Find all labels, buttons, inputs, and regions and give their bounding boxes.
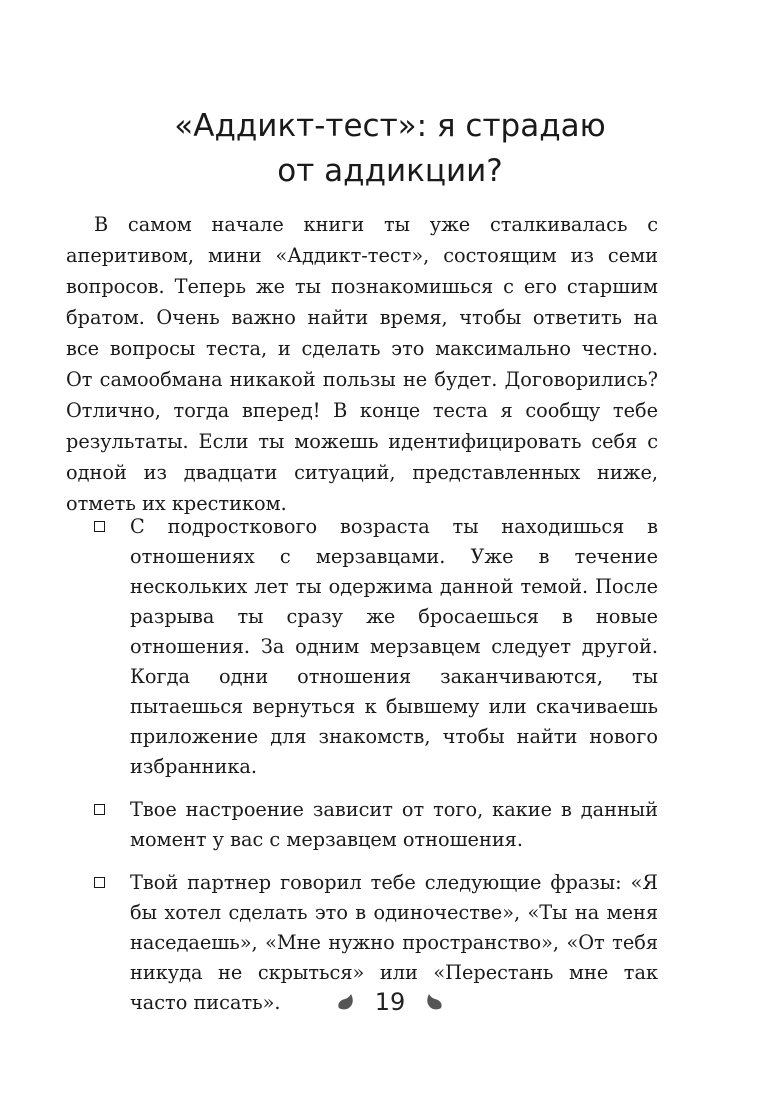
title-line-1: «Аддикт-тест»: я страдаю (174, 108, 606, 144)
checklist-item (92, 795, 658, 855)
checklist-item-text: Твой партнер говорил тебе следующие фразы: «Я бы хотел сделать это в одиночестве», «Ты на меня наседаешь», «Мне нужно пространство», «От тебя никуда не скрыться» или «Перестань мне так часто писать». (130, 871, 658, 1014)
checklist-item-text: С подросткового возраста ты находишься в отношениях с мерзавцами. Уже в течение нескольких лет ты одержима данной темой. После разрыва ты сразу же бросаешься в новые отношения. За одним мерзавцем следует другой. Когда одни отношения заканчиваются, ты пытаешься вернуться к бывшему или скачиваешь приложение для знакомств, чтобы найти нового избранника. (130, 515, 658, 778)
drop-right-icon (425, 994, 443, 1010)
checklist-item-text: Твое настроение зависит от того, какие в данный момент у вас с мерзавцем отношения. (130, 798, 658, 851)
checkbox-icon[interactable] (94, 804, 105, 815)
checkbox-icon[interactable] (94, 877, 105, 888)
checklist (92, 512, 658, 1031)
drop-left-icon (337, 994, 355, 1010)
page-footer (0, 988, 780, 1016)
intro-paragraph: В самом начале книги ты уже сталкивалась с аперитивом, мини «Аддикт-тест», состоящим из семи вопросов. Теперь же ты познакомишься с его старшим братом. Очень важно найти время, чтобы ответить на все вопросы теста, и сделать это максимально честно. От самообмана никакой пользы не будет. Договорились? Отлично, тогда вперед! В конце теста я сообщу тебе результаты. Если ты можешь идентифицировать себя с одной из двадцати ситуаций, представленных ниже, отметь их крестиком. (66, 213, 658, 515)
checklist-item (92, 512, 658, 782)
title-line-2: от аддикции? (277, 153, 503, 189)
checkbox-icon[interactable] (94, 521, 105, 532)
page-title (0, 104, 780, 194)
page-number: 19 (374, 988, 406, 1016)
